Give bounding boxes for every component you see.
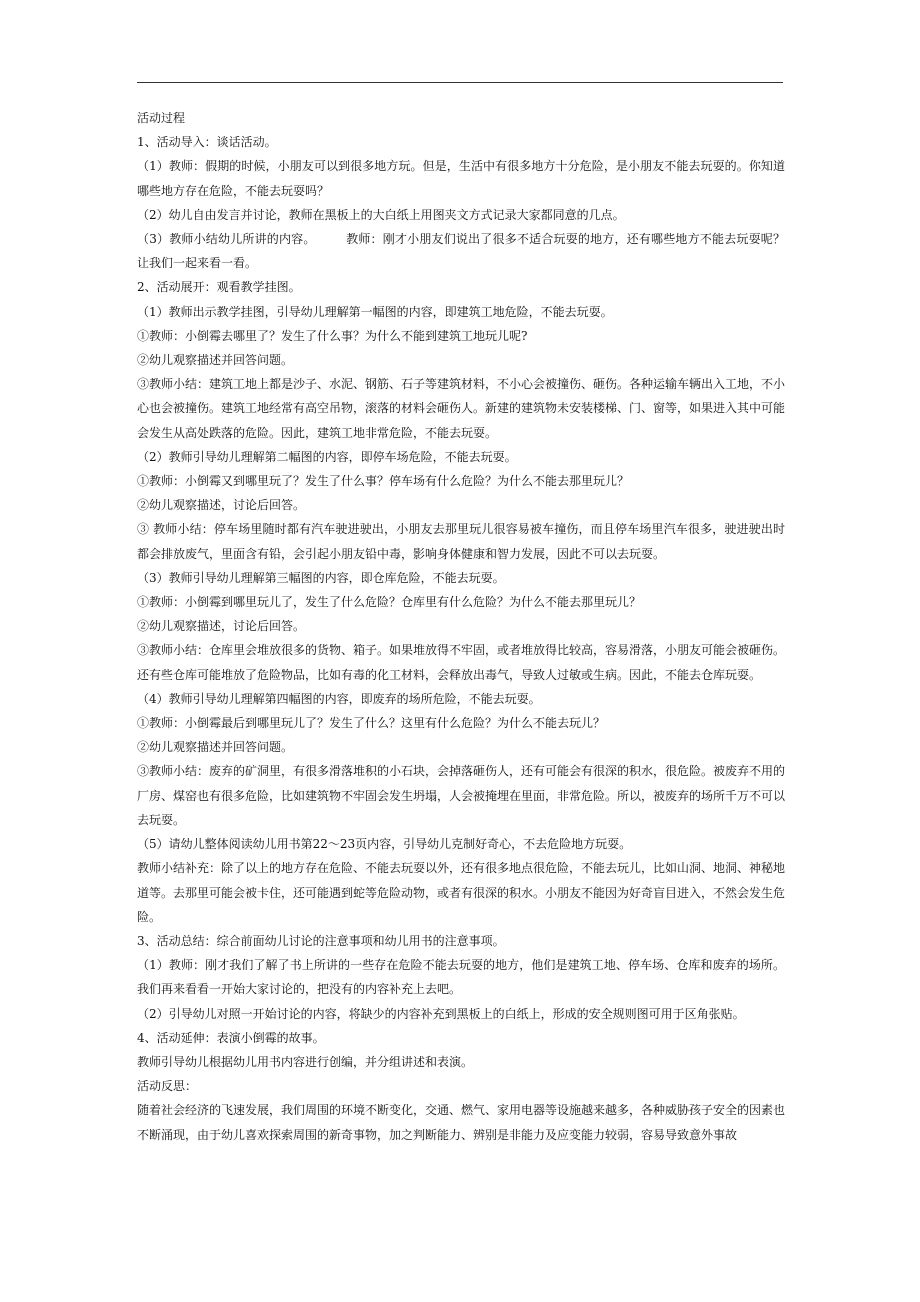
text-paragraph: 活动过程 [137,111,186,125]
text-paragraph: （1）教师出示教学挂图，引导幼儿理解第一幅图的内容，即建筑工地危险，不能去玩耍。 [137,304,613,319]
text-paragraph: ①教师：小倒霉又到哪里玩了？发生了什么事？停车场有什么危险？为什么不能去那里玩儿？ [137,474,630,489]
text-paragraph: 活动反思： [137,1079,198,1094]
text-paragraph: ③教师小结：废弃的矿洞里，有很多滑落堆积的小石块，会掉落砸伤人，还有可能会有很深的积水，很危险。被废弃不用的厂房、煤窑也有很多危险，比如建筑物不牢固会发生坍塌，人会被掩埋在里面，非常危险。所以，被废弃的场所千万不可以去玩耍。 [137,764,786,827]
text-paragraph: （3）教师引导幼儿理解第三幅图的内容，即仓库危险，不能去玩耍。 [137,570,505,585]
text-paragraph: （2）教师引导幼儿理解第二幅图的内容，即停车场危险，不能去玩耍。 [137,449,517,464]
text-paragraph: （5）请幼儿整体阅读幼儿用书第22～23页内容，引导幼儿克制好奇心，不去危险地方玩耍。 [137,837,632,852]
text-paragraph: 2、活动展开：观看教学挂图。 [137,280,301,295]
text-paragraph: ①教师：小倒霉到哪里玩儿了，发生了什么危险？仓库里有什么危险？为什么不能去那里玩儿？ [137,595,642,610]
text-paragraph: 教师引导幼儿根据幼儿用书内容进行创编，并分组讲述和表演。 [137,1054,474,1069]
text-paragraph: ①教师：小倒霉最后到哪里玩儿了？发生了什么？这里有什么危险？为什么不能去玩儿？ [137,716,606,731]
text-paragraph: （4）教师引导幼儿理解第四幅图的内容，即废弃的场所危险，不能去玩耍。 [137,691,541,706]
text-paragraph: （3）教师小结幼儿所讲的内容。 教师：刚才小朋友们说出了很多不适合玩耍的地方，还有哪些地方不能去玩耍呢？让我们一起来看一看。 [137,232,785,271]
text-paragraph: ②幼儿观察描述并回答问题。 [137,353,294,368]
text-paragraph: ③ 教师小结：停车场里随时都有汽车驶进驶出，小朋友去那里玩儿很容易被车撞伤，而且停车场里汽车很多，驶进驶出时都会排放废气，里面含有铅，会引起小朋友铅中毒，影响身体健康和智力发展，因此不可以去玩耍。 [137,522,785,561]
text-paragraph: ②幼儿观察描述并回答问题。 [137,740,294,755]
text-paragraph: （2）幼儿自由发言并讨论，教师在黑板上的大白纸上用图夹文方式记录大家都同意的几点。 [137,207,625,222]
text-paragraph: （1）教师：刚才我们了解了书上所讲的一些存在危险不能去玩耍的地方，他们是建筑工地、停车场、仓库和废弃的场所。我们再来看看一开始大家讨论的，把没有的内容补充上去吧。 [137,958,785,997]
text-paragraph: ②幼儿观察描述，讨论后回答。 [137,619,306,634]
text-paragraph: 1、活动导入：谈话活动。 [137,135,277,150]
text-paragraph: 教师小结补充：除了以上的地方存在危险、不能去玩耍以外，还有很多地点很危险，不能去玩儿，比如山洞、地洞、神秘地道等。去那里可能会被卡住，还可能遇到蛇等危险动物，或者有很深的积水。小朋友不能因为好奇盲目进入，不然会发生危险。 [137,861,786,924]
text-paragraph: ①教师：小倒霉去哪里了？发生了什么事？为什么不能到建筑工地玩儿呢? [137,328,528,343]
text-paragraph: 3、活动总结：综合前面幼儿讨论的注意事项和幼儿用书的注意事项。 [137,933,505,948]
header-rule [137,82,783,83]
text-paragraph: ③教师小结：建筑工地上都是沙子、水泥、钢筋、石子等建筑材料，不小心会被撞伤、砸伤。各种运输车辆出入工地，不小心也会被撞伤。建筑工地经常有高空吊物，滚落的材料会砸伤人。新建的建筑物未安装楼梯、门、窗等，如果进入其中可能会发生从高处跌落的危险。因此，建筑工地非常危险，不能去玩耍。 [137,377,786,440]
text-paragraph: ③教师小结：仓库里会堆放很多的货物、箱子。如果堆放得不牢固，或者堆放得比较高，容易滑落，小朋友可能会被砸伤。还有些仓库可能堆放了危险物品，比如有毒的化工材料，会释放出毒气，导致人过敏或生病。因此，不能去仓库玩耍。 [137,643,786,682]
text-paragraph: 4、活动延伸：表演小倒霉的故事。 [137,1030,325,1045]
text-paragraph: （2）引导幼儿对照一开始讨论的内容，将缺少的内容补充到黑板上的白纸上，形成的安全规则图可用于区角张贴。 [137,1006,745,1021]
text-paragraph: ②幼儿观察描述，讨论后回答。 [137,498,306,513]
text-paragraph: （1）教师：假期的时候，小朋友可以到很多地方玩。但是，生活中有很多地方十分危险，是小朋友不能去玩耍的。你知道哪些地方存在危险，不能去玩耍吗？ [137,159,785,198]
text-paragraph: 随着社会经济的飞速发展，我们周围的环境不断变化，交通、燃气、家用电器等设施越来越多，各种威胁孩子安全的因素也不断涌现，由于幼儿喜欢探索周围的新奇事物，加之判断能力、辨别是非能力及应变能力较弱，容易导致意外事故 [137,1103,786,1142]
document-body [137,106,785,1147]
